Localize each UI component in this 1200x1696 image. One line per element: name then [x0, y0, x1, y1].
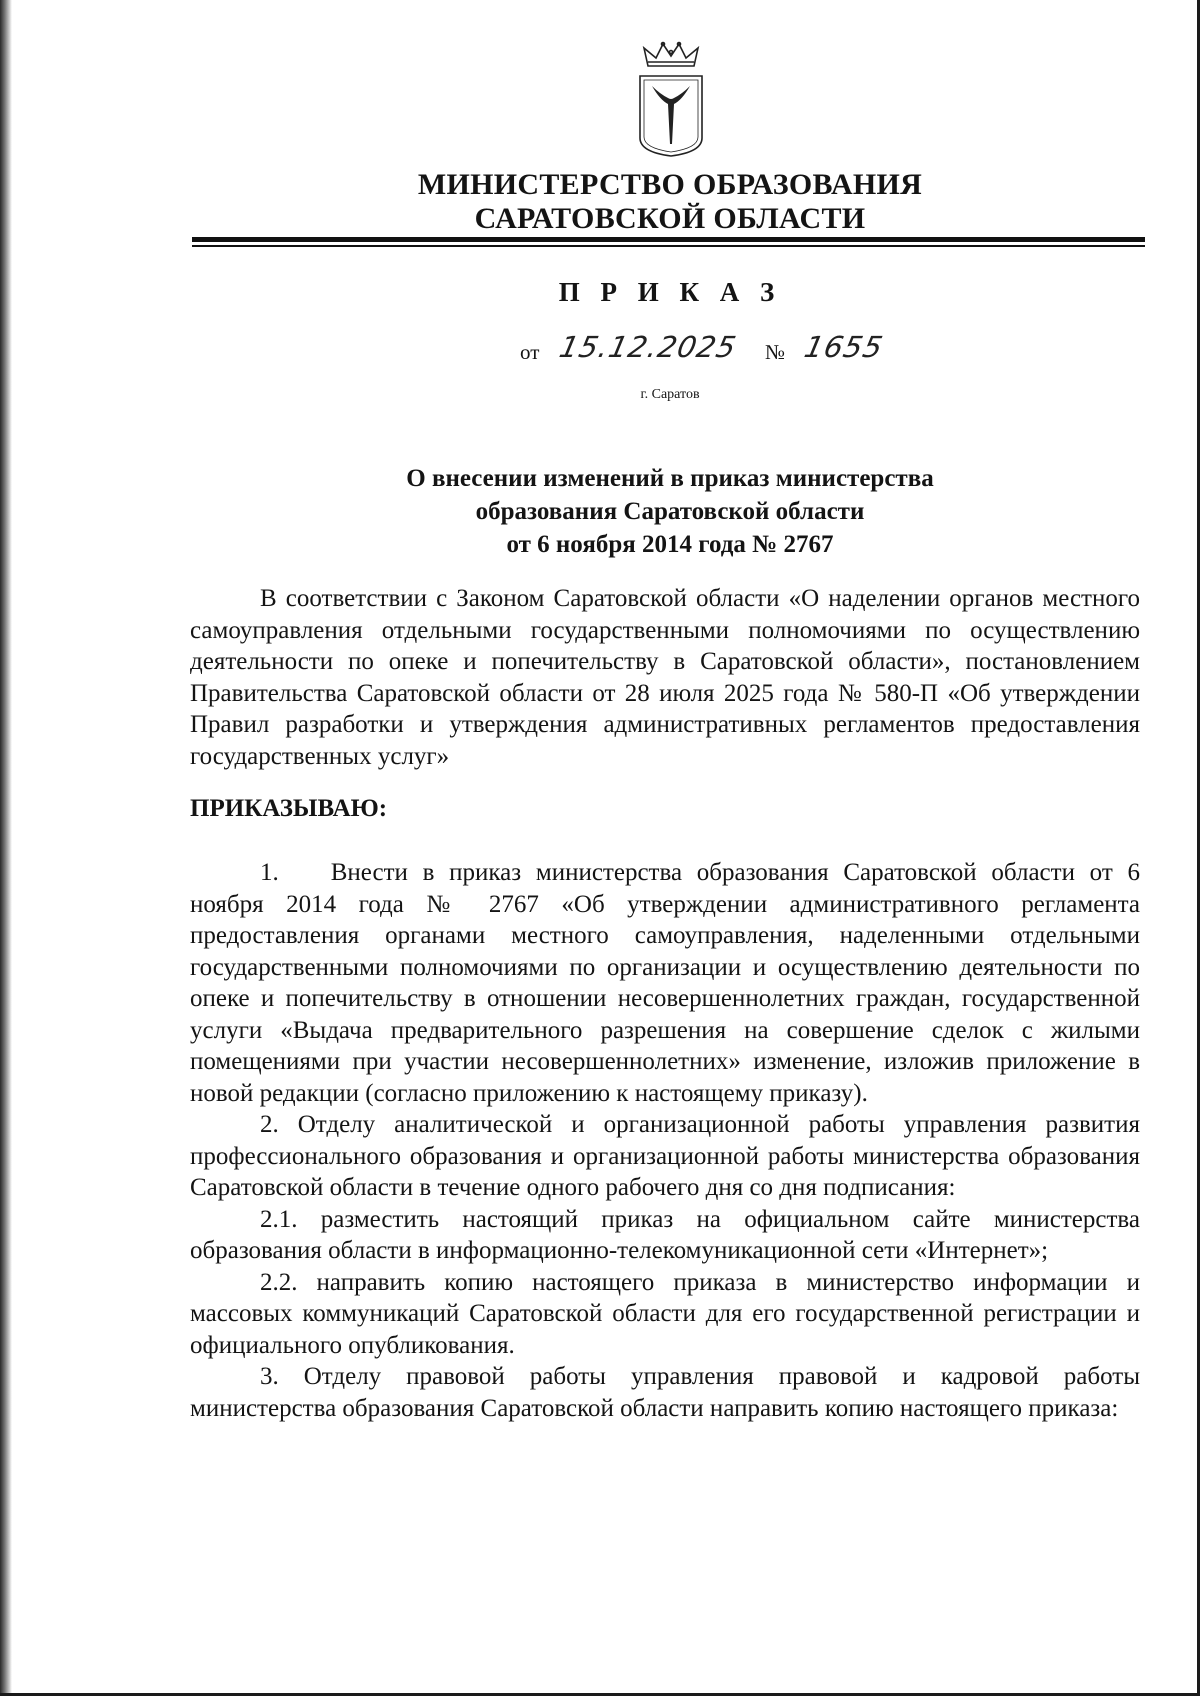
- coat-of-arms-emblem: [632, 40, 710, 158]
- item-1-text: Внести в приказ министерства образования Саратовской области от 6 ноября 2014 года № 2767 «Об утверждении административного регламента предоставления органами местного самоуправления, наделенными отдельными государственными полномочиями по организации и осуществлению деятельности по опеке и попечительству в отношении несовершеннолетних граждан, государственной услуги «Выдача предварительного разрешения на совершение сделок с жилыми помещениями при участии несовершеннолетних» изменение, изложив приложение в новой редакции (согласно приложению к настоящему приказу).: [190, 859, 1140, 1107]
- item-3: 3. Отделу правовой работы управления правовой и кадровой работы министерства образования Саратовской области направить копию настоящего приказа:: [190, 1363, 1140, 1422]
- preamble-paragraph: В соответствии с Законом Саратовской области «О наделении органов местного самоуправления отдельными государственными полномочиями по осуществлению деятельности по опеке и попечительству в Саратовской области», постановлением Правительства Саратовской области от 28 июля 2025 года № 580-П «Об утверждении Правил разработки и утверждения административных регламентов предоставления государственных услуг»: [190, 585, 1140, 770]
- ministry-name-line2: САРАТОВСКОЙ ОБЛАСТИ: [474, 202, 866, 235]
- city: г. Саратов: [640, 387, 700, 402]
- item-2: 2. Отделу аналитической и организационной работы управления развития профессионального образования и организационной работы министерства образования Саратовской области в течение одного рабочего дня со дня подписания:: [190, 1111, 1140, 1201]
- header-rule-thin: [192, 245, 1145, 247]
- handwritten-number: 1655: [801, 330, 887, 364]
- order-items: [190, 857, 1140, 1424]
- order-date-number: [520, 330, 940, 370]
- preamble-block: [190, 583, 1140, 772]
- date-prefix: от: [520, 340, 540, 364]
- decree-heading: ПРИКАЗЫВАЮ:: [190, 795, 388, 822]
- order-subject: [190, 462, 1150, 561]
- ministry-name-line1: МИНИСТЕРСТВО ОБРАЗОВАНИЯ: [417, 168, 923, 201]
- handwritten-date: 15.12.2025: [556, 330, 740, 364]
- subject-line2: образования Саратовской области: [475, 498, 865, 525]
- subject-line1: О внесении изменений в приказ министерства: [406, 465, 934, 492]
- item-2-2: 2.2. направить копию настоящего приказа в министерство информации и массовых коммуникаций Саратовской области для его государственной регистрации и официального опубликования.: [190, 1268, 1140, 1359]
- item-2-1: 2.1. разместить настоящий приказ на официальном сайте министерства образования области в информационно-телекомуникационной сети «Интернет»;: [190, 1205, 1140, 1264]
- number-prefix: №: [765, 340, 786, 364]
- header-rule-thick: [192, 237, 1145, 242]
- order-title: П Р И К А З: [558, 277, 782, 307]
- ministry-name: [190, 168, 1150, 236]
- subject-line3: от 6 ноября 2014 года № 2767: [506, 531, 834, 558]
- item-1: [190, 857, 1140, 1109]
- item-1-number: 1.: [260, 859, 279, 886]
